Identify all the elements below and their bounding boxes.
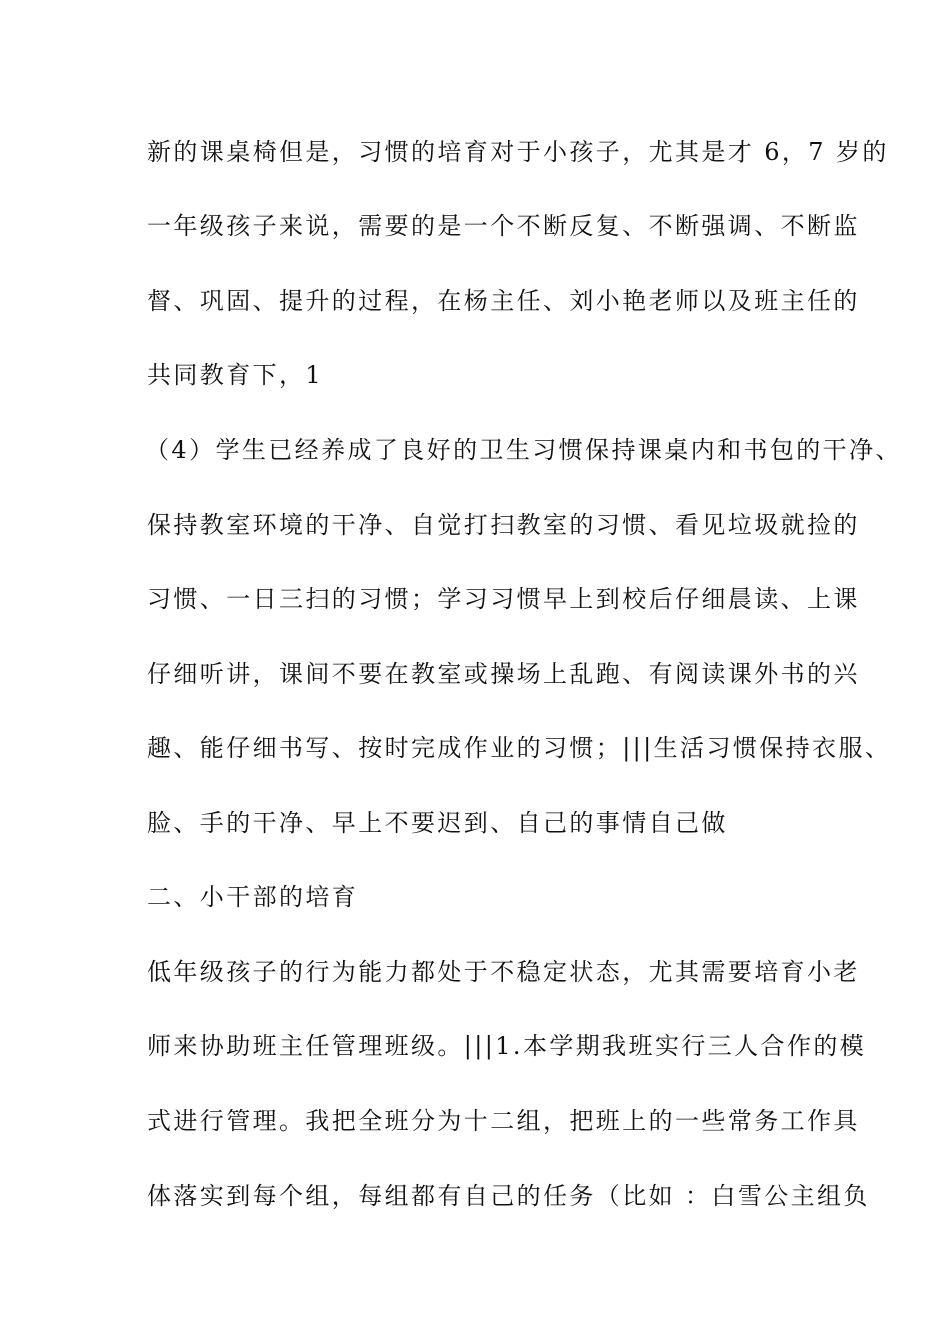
text-line-3: 督、巩固、提升的过程，在杨主任、刘小艳老师以及班主任的 — [147, 287, 860, 315]
text-line-7: 习惯、一日三扫的习惯；学习习惯早上到校后仔细晨读、上课 — [147, 585, 860, 613]
text-line-12: 低年级孩子的行为能力都处于不稳定状态，尤其需要培育小老 — [147, 958, 860, 986]
text-line-6: 保持教室环境的干净、自觉打扫教室的习惯、看见垃圾就捡的 — [147, 511, 860, 539]
section-heading: 二、小干部的培育 — [147, 883, 359, 911]
text-line-13: 师来协助班主任管理班级。|||1.本学期我班实行三人合作的模 — [147, 1032, 867, 1060]
text-line-8: 仔细听讲，课间不要在教室或操场上乱跑、有阅读课外书的兴 — [147, 660, 860, 688]
text-line-5: （4）学生已经养成了良好的卫生习惯保持课桌内和书包的干净、 — [145, 436, 902, 464]
text-line-9: 趣、能仔细书写、按时完成作业的习惯；|||生活习惯保持衣服、 — [147, 734, 892, 762]
text-line-1: 新的课桌椅但是，习惯的培育对于小孩子，尤其是才 6，7 岁的 — [147, 138, 889, 166]
text-line-14: 式进行管理。我把全班分为十二组，把班上的一些常务工作具 — [147, 1107, 860, 1135]
text-line-10: 脸、手的干净、早上不要迟到、自己的事情自己做 — [147, 809, 728, 837]
text-line-2: 一年级孩子来说，需要的是一个不断反复、不断强调、不断监 — [147, 212, 860, 240]
text-line-4: 共同教育下，1 — [147, 361, 324, 389]
text-line-15: 体落实到每个组，每组都有自己的任务（比如 ：白雪公主组负 — [147, 1182, 870, 1210]
